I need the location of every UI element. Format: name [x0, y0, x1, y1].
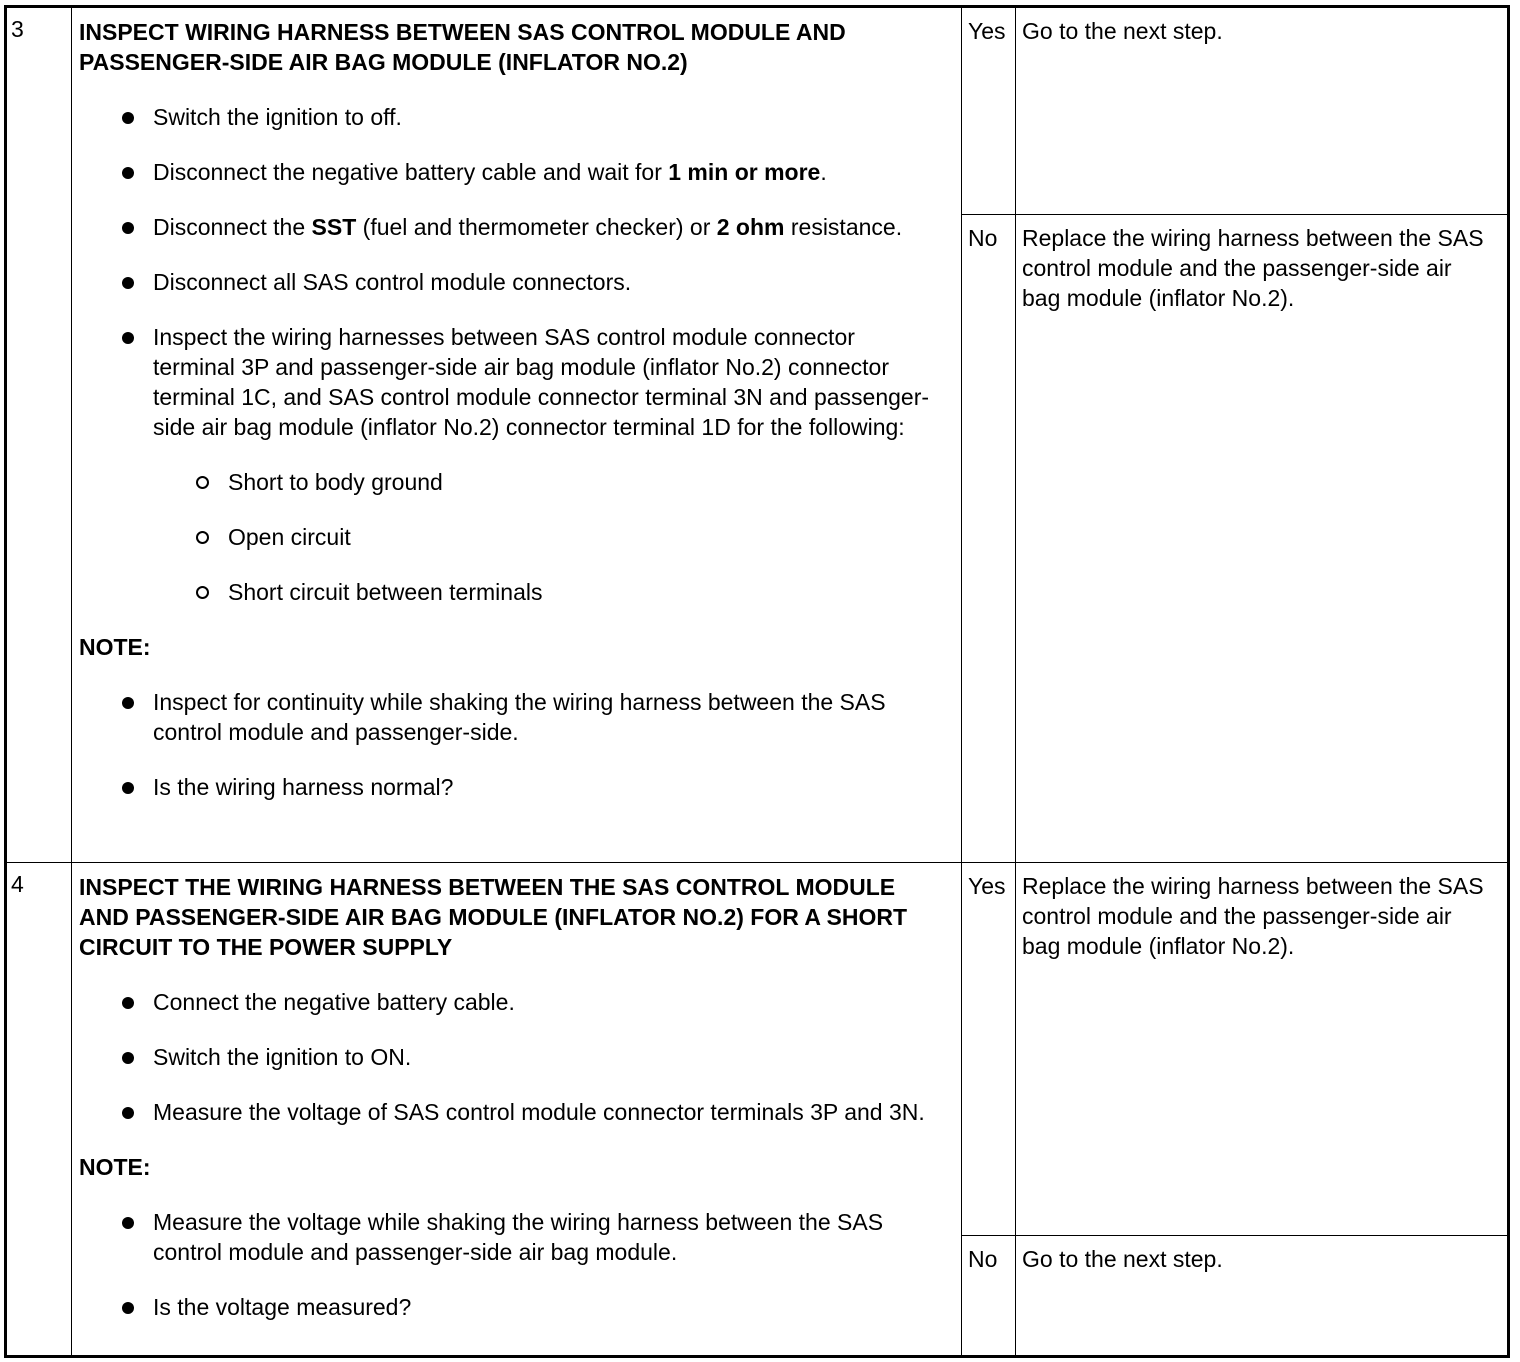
list-item: Measure the voltage of SAS control module connector terminals 3P and 3N. [79, 1097, 941, 1127]
list-item: Disconnect the negative battery cable and wait for 1 min or more. [79, 157, 941, 187]
step-4-bullet-list [79, 987, 941, 1127]
list-item: Connect the negative battery cable. [79, 987, 941, 1017]
bullet-dot-icon [122, 277, 134, 289]
bullet-dot-icon [122, 1217, 134, 1229]
step-3-note-list [79, 687, 941, 802]
list-item: Inspect the wiring harnesses between SAS control module connector terminal 3P and passenger-side air bag module (inflator No.2) connector terminal 1C, and SAS control module connector terminal 3N and passenger-side air bag module (inflator No.2) connector terminal 1D for the following: [79, 322, 941, 442]
step-4-yes-row [6, 863, 1509, 1236]
bullet-dot-icon [122, 167, 134, 179]
step-3-yes-label: Yes [962, 7, 1016, 215]
hollow-circle-icon [196, 531, 209, 544]
bullet-dot-icon [122, 697, 134, 709]
step-3-yes-row [6, 7, 1509, 215]
bullet-dot-icon [122, 782, 134, 794]
list-item: Disconnect all SAS control module connectors. [79, 267, 941, 297]
sub-list-item: Short to body ground [79, 467, 941, 497]
step-4-note-list [79, 1207, 941, 1322]
list-item: Is the wiring harness normal? [79, 772, 941, 802]
diagnostic-procedure-table [4, 5, 1510, 1358]
step-4-yes-result: Replace the wiring harness between the SAS control module and the passenger-side air bag module (inflator No.2). [1016, 863, 1509, 1236]
step-4-yes-label: Yes [962, 863, 1016, 1236]
list-item: Switch the ignition to off. [79, 102, 941, 132]
step-4-no-result: Go to the next step. [1016, 1236, 1509, 1357]
step-4-note-label: NOTE: [79, 1154, 151, 1180]
step-3-sub-list [79, 467, 941, 607]
step-4-action [72, 863, 962, 1357]
bullet-dot-icon [122, 332, 134, 344]
bullet-dot-icon [122, 997, 134, 1009]
step-3-yes-result: Go to the next step. [1016, 7, 1509, 215]
step-3-action [72, 7, 962, 863]
bullet-dot-icon [122, 1302, 134, 1314]
step-3-no-result: Replace the wiring harness between the SAS control module and the passenger-side air bag module (inflator No.2). [1016, 215, 1509, 863]
bullet-dot-icon [122, 1107, 134, 1119]
step-3-note-label: NOTE: [79, 634, 151, 660]
sub-list-item: Open circuit [79, 522, 941, 552]
list-item: Switch the ignition to ON. [79, 1042, 941, 1072]
hollow-circle-icon [196, 476, 209, 489]
step-3-bullet-list [79, 102, 941, 442]
step-4-no-label: No [962, 1236, 1016, 1357]
hollow-circle-icon [196, 586, 209, 599]
list-item: Inspect for continuity while shaking the wiring harness between the SAS control module and passenger-side. [79, 687, 941, 747]
list-item: Measure the voltage while shaking the wiring harness between the SAS control module and passenger-side air bag module. [79, 1207, 941, 1267]
step-3-title: INSPECT WIRING HARNESS BETWEEN SAS CONTROL MODULE AND PASSENGER-SIDE AIR BAG MODULE (INFLATOR NO.2) [79, 19, 846, 75]
step-4-number: 4 [6, 863, 72, 1357]
sub-list-item: Short circuit between terminals [79, 577, 941, 607]
step-3-no-label: No [962, 215, 1016, 863]
list-item: Disconnect the SST (fuel and thermometer checker) or 2 ohm resistance. [79, 212, 941, 242]
list-item: Is the voltage measured? [79, 1292, 941, 1322]
bullet-dot-icon [122, 1052, 134, 1064]
step-3-number: 3 [6, 7, 72, 863]
bullet-dot-icon [122, 222, 134, 234]
step-4-title: INSPECT THE WIRING HARNESS BETWEEN THE SAS CONTROL MODULE AND PASSENGER-SIDE AIR BAG MODULE (INFLATOR NO.2) FOR A SHORT CIRCUIT TO THE POWER SUPPLY [79, 874, 908, 960]
bullet-dot-icon [122, 112, 134, 124]
